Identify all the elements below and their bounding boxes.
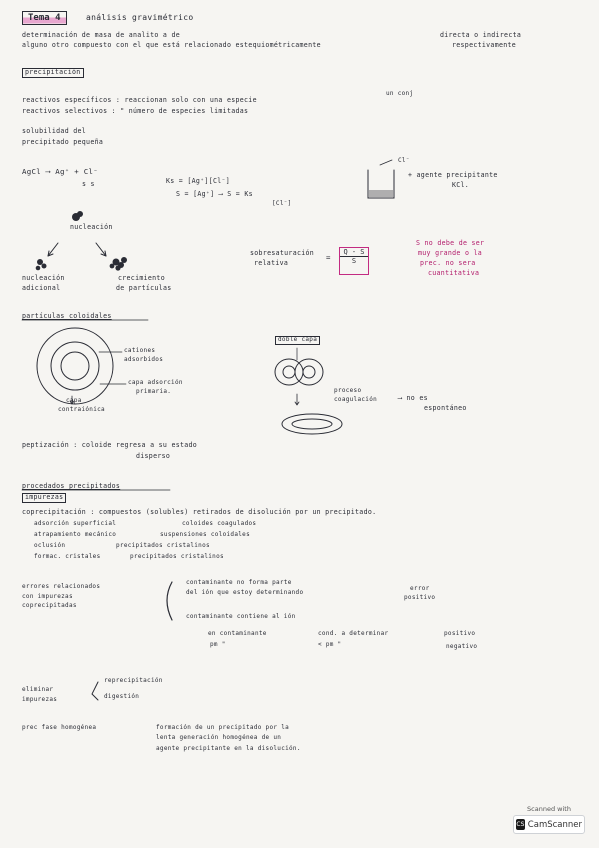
- homogenea-label: prec fase homogénea: [22, 724, 97, 731]
- ks-expression: Ks = [Ag⁺][Cl⁻]: [166, 177, 231, 185]
- note-line-2: muy grande o la: [418, 249, 483, 257]
- cond-2c: negativo: [446, 643, 478, 650]
- colloid-adsorption-layer: [51, 342, 99, 390]
- errores-1: errores relacionados: [22, 583, 101, 590]
- doble-capa-label: doble capa: [275, 336, 320, 345]
- solubility-expression: S = [Ag⁺] ⟶ S = Ks: [176, 190, 253, 198]
- eliminar-1: eliminar: [22, 686, 54, 693]
- sobresaturacion-1: sobresaturación: [250, 249, 315, 257]
- crecimiento-2: de partículas: [116, 284, 172, 292]
- row-1-b: coloides coagulados: [182, 520, 257, 527]
- impurezas-subheading: impurezas: [22, 493, 66, 503]
- scanner-watermark: [513, 805, 585, 834]
- contaminante-2: contaminante contiene al ión: [186, 613, 296, 620]
- intro-right-1: directa o indirecta: [440, 31, 522, 39]
- double-layer-left: [275, 359, 303, 385]
- row-2-b: suspensiones coloidales: [160, 531, 250, 538]
- proceso-coag-1: proceso: [334, 387, 362, 394]
- cond-2b: < pm ": [318, 641, 342, 648]
- row-2-a: atrapamiento mecánico: [34, 531, 117, 538]
- crecimiento-1: crecimiento: [118, 274, 165, 282]
- digestion: digestión: [104, 693, 140, 700]
- dissociation-s: s s: [82, 180, 95, 188]
- intro-right-2: respectivamente: [452, 41, 517, 49]
- cationes-1: cationes: [124, 347, 156, 354]
- double-layer-right: [295, 359, 323, 385]
- intro-line-1: determinación de masa de analito a de: [22, 31, 180, 39]
- nucleation-blobs: [36, 211, 127, 271]
- solubilidad-line-2: precipitado pequeña: [22, 138, 104, 146]
- colloid-outer-layer: [37, 328, 113, 404]
- cond-1b: cond. a determinar: [318, 630, 389, 637]
- scanner-label: Scanned with: [527, 805, 571, 813]
- topic-title: [22, 11, 67, 25]
- contaminante-1a: contaminante no forma parte: [186, 579, 292, 586]
- section-coloidales-heading: partículas coloidales: [22, 312, 112, 320]
- row-3-b: precipitados cristalinos: [116, 542, 210, 549]
- eliminar-2: impurezas: [22, 696, 58, 703]
- coag-espontaneo: espontáneo: [424, 404, 467, 412]
- beaker-drawing: [368, 170, 394, 198]
- coprecipitacion-def: coprecipitación : compuestos (solubles) retirados de disolución por un precipitado.: [22, 508, 377, 516]
- homogenea-3: agente precipitante en la disolución.: [156, 745, 301, 752]
- peptizacion-1: peptización : coloide regresa a su estado: [22, 441, 198, 449]
- proceso-coag-2: coagulación: [334, 396, 378, 403]
- homogenea-1: formación de un precipitado por la: [156, 724, 290, 731]
- row-1-a: adsorción superficial: [34, 520, 117, 527]
- colloid-core: [61, 352, 89, 380]
- errores-3: coprecipitadas: [22, 602, 77, 609]
- row-4-a: formac. cristales: [34, 553, 101, 560]
- solubility-denominator: [Cl⁻]: [272, 200, 292, 207]
- capa-adsorcion-2: primaria.: [136, 388, 172, 395]
- topic-number: Tema 4: [28, 13, 61, 23]
- capa-adsorcion-1: capa adsorción: [128, 379, 183, 386]
- intro-line-2: alguno otro compuesto con el que está relacionado estequiométricamente: [22, 41, 321, 49]
- nucleacion-adicional-1: nucleación: [22, 274, 65, 282]
- contraionica-2: contraiónica: [58, 406, 105, 413]
- solubilidad-line-1: solubilidad del: [22, 127, 87, 135]
- nucleacion-label: nucleación: [70, 223, 113, 231]
- cond-1a: en contaminante: [208, 630, 267, 637]
- note-line-3: prec. no sera: [420, 259, 476, 267]
- coagulated-mass: [282, 414, 342, 434]
- section-procedados-heading: procedados precipitados: [22, 482, 121, 490]
- error-positivo: positivo: [404, 594, 436, 601]
- reprecipitacion: reprecipitación: [104, 677, 163, 684]
- scanner-brand-badge: [513, 815, 585, 834]
- cond-1c: positivo: [444, 630, 476, 637]
- beaker-label-cl: Cl⁻: [398, 157, 410, 164]
- cationes-2: adsorbidos: [124, 356, 164, 363]
- contraionica-1: capa: [66, 397, 82, 404]
- agente-kcl: KCl.: [452, 181, 470, 189]
- section-precipitacion-heading: precipitación: [22, 68, 84, 78]
- note-line-4: cuantitativa: [428, 269, 480, 277]
- topic-subject: análisis gravimétrico: [86, 13, 194, 22]
- note-line-1: S no debe de ser: [416, 239, 485, 247]
- reactivos-especificos: reactivos específicos : reaccionan solo con una especie: [22, 96, 257, 104]
- row-4-b: precipitados cristalinos: [130, 553, 224, 560]
- sobresaturacion-2: relativa: [254, 259, 289, 267]
- arrow-nucleacion-right: [96, 243, 106, 256]
- ratio-numerator: Q - S: [340, 248, 368, 257]
- nucleacion-adicional-2: adicional: [22, 284, 61, 292]
- errores-2: con impurezas: [22, 593, 73, 600]
- homogenea-2: lenta generación homogénea de un: [156, 734, 282, 741]
- reactivos-conj: un conj: [386, 90, 414, 97]
- camscanner-logo-icon: CS: [516, 821, 525, 828]
- error-label: error: [410, 585, 430, 592]
- dissociation-equation: AgCl ⟶ Ag⁺ + Cl⁻: [22, 167, 98, 176]
- contaminante-1b: del ión que estoy determinando: [186, 589, 304, 596]
- supersaturation-ratio-box: [339, 247, 369, 275]
- scanner-brand-name: CamScanner: [527, 819, 582, 830]
- arrow-nucleacion-left: [48, 243, 58, 256]
- row-3-a: oclusión: [34, 542, 66, 549]
- bracket-errores: [167, 582, 172, 620]
- ratio-denominator: S: [351, 257, 357, 266]
- bracket-eliminar: [92, 682, 98, 700]
- peptizacion-2: disperso: [136, 452, 171, 460]
- coag-no-es: ⟶ no es: [398, 394, 428, 402]
- agente-precipitante: + agente precipitante: [408, 171, 498, 179]
- reactivos-selectivos: reactivos selectivos : " número de especies limitadas: [22, 107, 249, 115]
- cond-2a: pm ": [210, 641, 226, 648]
- equals-sign: =: [326, 253, 331, 262]
